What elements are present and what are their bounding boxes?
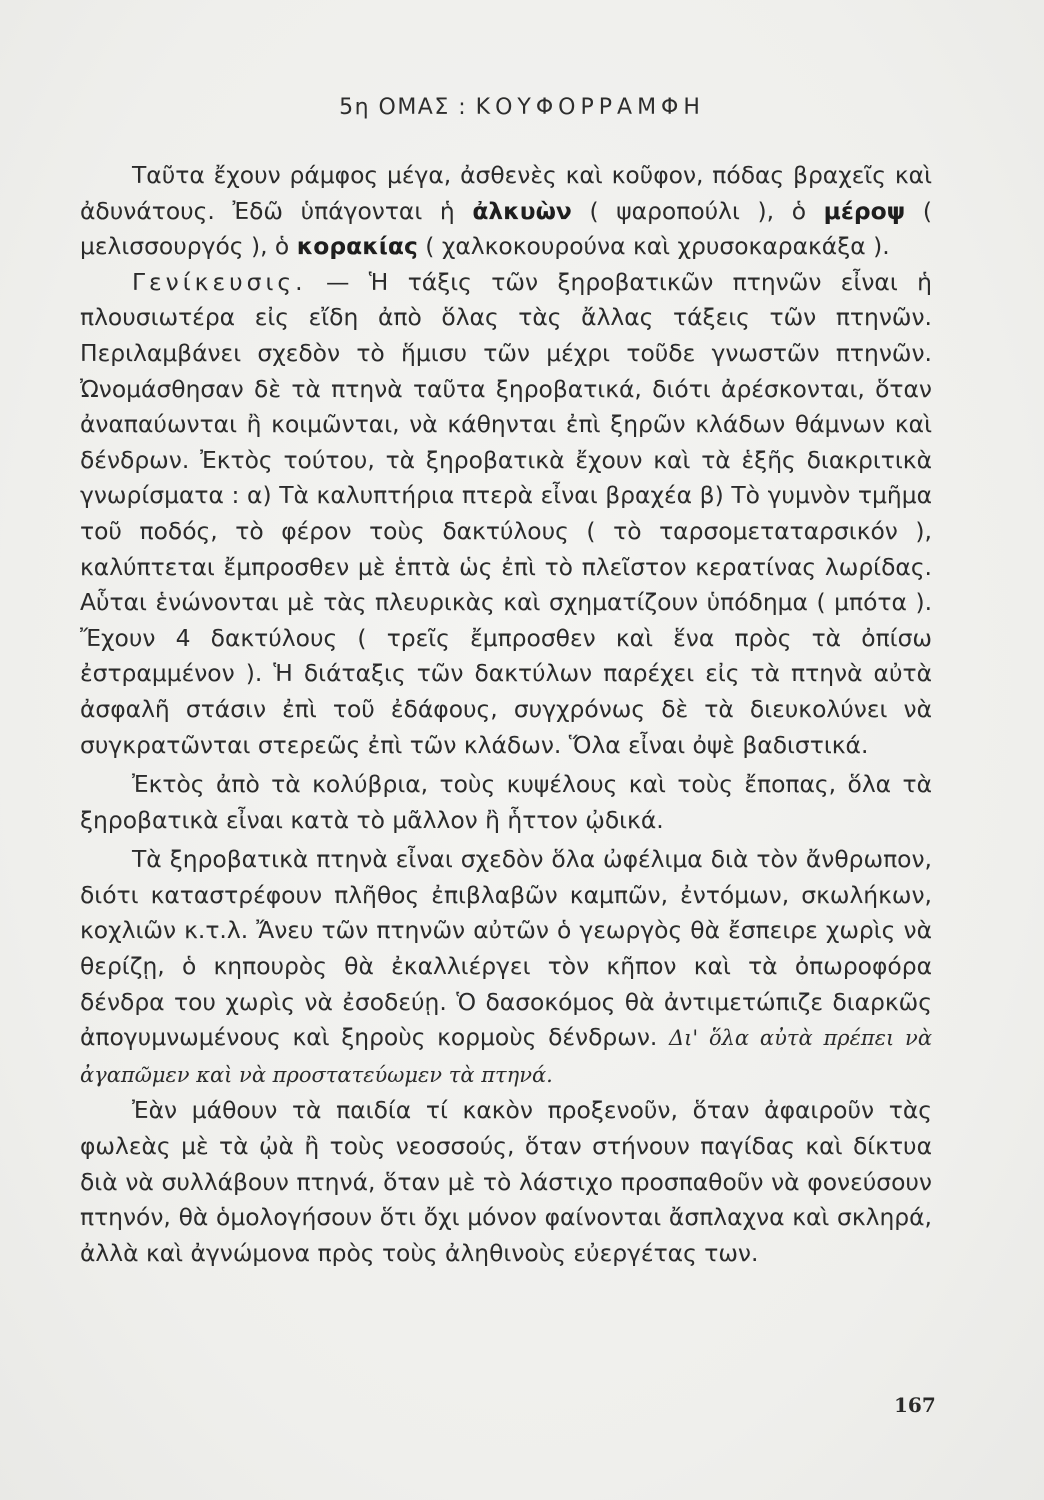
term-merops: μέροψ	[823, 196, 906, 225]
term-korakias: κορακίας	[296, 232, 418, 261]
paragraph-usefulness: Τὰ ξηροβατικὰ πτηνὰ εἶναι σχεδὸν ὅλα ὠφέλιμα διὰ τὸν ἄνθρωπον, διότι καταστρέφουν πλῆθος ἐπιβλαβῶν καμπῶν, ἐντόμων, σκωλήκων, κοχλιῶν κ.τ.λ. Ἄνευ τῶν πτηνῶν αὐτῶν ὁ γεωργὸς θὰ ἔσπειρε χωρὶς νὰ θερίζῃ, ὁ κηπουρὸς θὰ ἐκαλλιέργει τὸν κῆπον καὶ τὰ ὀπωροφόρα δένδρα του χωρὶς νὰ ἐσοδεύῃ. Ὁ δασοκόμος θὰ ἀντιμετώπιζε διαρκῶς ἀπογυμνωμένους καὶ ξηροὺς κορμοὺς δένδρων. Δι' ὅλα αὐτὰ πρέπει νὰ ἀγαπῶμεν καὶ νὰ προστατεύωμεν τὰ πτηνά.	[80, 845, 932, 1087]
generalization-label: Γενίκευσις.	[132, 267, 307, 296]
paragraph-generalization: Γενίκευσις. — Ἡ τάξις τῶν ξηροβατικῶν πτηνῶν εἶναι ἡ πλουσιωτέρα εἰς εἴδη ἀπὸ ὅλας τὰς ἄλλας τάξεις τῶν πτηνῶν. Περιλαμβάνει σχεδὸν τὸ ἥμισυ τῶν μέχρι τοῦδε γνωστῶν πτηνῶν. Ὠνομάσθησαν δὲ τὰ πτηνὰ ταῦτα ξηροβατικά, διότι ἀρέσκονται, ὅταν ἀναπαύωνται ἢ κοιμῶνται, νὰ κάθηνται ἐπὶ ξηρῶν κλάδων θάμνων καὶ δένδρων. Ἐκτὸς τούτου, τὰ ξηροβατικὰ ἔχουν καὶ τὰ ἑξῆς διακριτικὰ γνωρίσματα : α) Τὰ καλυπτήρια πτερὰ εἶναι βραχέα β) Τὸ γυμνὸν τμῆμα τοῦ ποδός, τὸ φέρον τοὺς δακτύλους ( τὸ ταρσομεταταρσικόν ), καλύπτεται ἔμπροσθεν μὲ ἑπτὰ ὡς ἐπὶ τὸ πλεῖστον κερατίνας λωρίδας. Αὗται ἑνώνονται μὲ τὰς πλευρικὰς καὶ σχηματίζουν ὑπόδημα ( μπότα ). Ἔχουν 4 δακτύλους ( τρεῖς ἔμπροσθεν καὶ ἕνα πρὸς τὰ ὀπίσω ἐστραμμένον ). Ἡ διάταξις τῶν δακτύλων παρέχει εἰς τὰ πτηνὰ αὐτὰ ἀσφαλῆ στάσιν ἐπὶ τοῦ ἐδάφους, συγχρόνως δὲ τὰ διευκολύνει νὰ συγκρατῶνται στερεῶς ἐπὶ τῶν κλάδων. Ὅλα εἶναι ὀψὲ βαδιστικά.	[80, 267, 932, 759]
paragraph-children: Ἐὰν μάθουν τὰ παιδία τί κακὸν προξενοῦν, ὅταν ἀφαιροῦν τὰς φωλεὰς μὲ τὰ ᾠὰ ἢ τοὺς νεοσσούς, ὅταν στήνουν παγίδας καὶ δίκτυα διὰ νὰ συλλάβουν πτηνά, ὅταν μὲ τὸ λάστιχο προσπαθοῦν νὰ φονεύσουν πτηνόν, θὰ ὁμολογήσουν ὅτι ὄχι μόνον φαίνονται ἄσπλαχνα καὶ σκληρά, ἀλλὰ καὶ ἀγνώμονα πρὸς τοὺς ἀληθινοὺς εὐεργέτας των.	[80, 1096, 932, 1267]
paragraph-songbirds: Ἐκτὸς ἀπὸ τὰ κολύβρια, τοὺς κυψέλους καὶ τοὺς ἔποπας, ὅλα τὰ ξηροβατικὰ εἶναι κατὰ τὸ μᾶλλον ἢ ἧττον ᾠδικά.	[80, 770, 932, 834]
body-text	[80, 158, 932, 1271]
italic-maxim: Δι' ὅλα αὐτὰ πρέπει νὰ ἀγαπῶμεν καὶ νὰ προστατεύωμεν τὰ πτηνά.	[80, 1026, 932, 1087]
term-alkyon: ἀλκυὼν	[472, 196, 572, 225]
header-title: ΚΟΥΦΟΡΡΑΜΦΗ	[475, 95, 705, 120]
paragraph-species: Ταῦτα ἔχουν ράμφος μέγα, ἀσθενὲς καὶ κοῦφον, πόδας βραχεῖς καὶ ἀδυνάτους. Ἐδῶ ὑπάγονται ἡ ἀλκυὼν ( ψαροπούλι ), ὁ μέροψ ( μελισσουργός ), ὁ κορακίας ( χαλκοκουρούνα καὶ χρυσοκαρακάξα ).	[80, 161, 932, 261]
running-header	[0, 95, 1044, 120]
page-number: 167	[894, 1393, 936, 1417]
header-group: 5η ΟΜΑΣ :	[339, 95, 468, 120]
